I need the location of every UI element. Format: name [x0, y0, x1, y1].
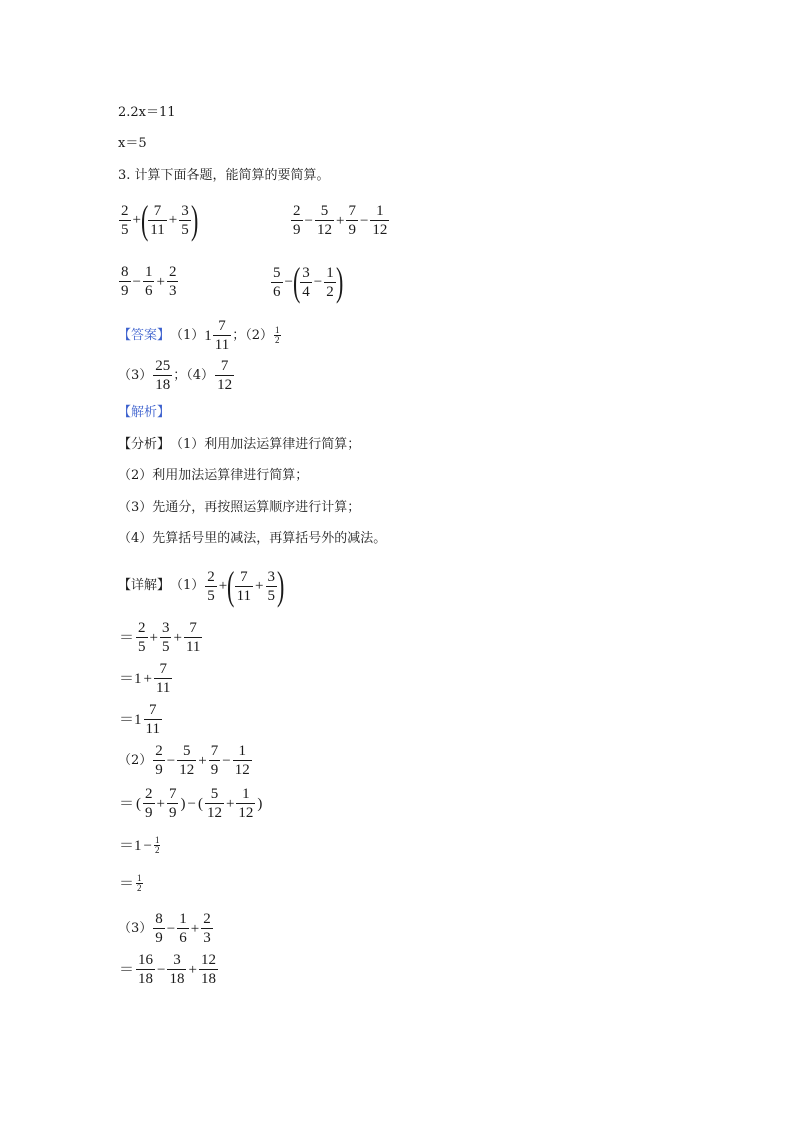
math-operator: − — [157, 961, 166, 978]
text-fragment: 2 — [207, 568, 215, 585]
text-fragment: （1） — [170, 578, 205, 593]
text-fragment: （1）利用加法运算律进行简算； — [170, 437, 361, 452]
fraction — [213, 318, 231, 353]
text-fragment: 2 — [275, 335, 280, 345]
math-operator: ( — [197, 795, 203, 812]
text-fragment: 7 — [348, 203, 356, 219]
text-fragment: （1） — [170, 327, 205, 343]
math-operator: + — [190, 920, 200, 937]
math-operator: − — [304, 212, 313, 229]
problem-4 — [270, 259, 344, 304]
text-fragment: 12 — [179, 762, 195, 778]
text-fragment: 18 — [138, 971, 154, 987]
fraction — [167, 952, 186, 987]
math-operator: + — [335, 212, 345, 229]
text-fragment: 3 — [203, 930, 211, 946]
math-operator: − — [143, 837, 152, 854]
text-fragment: 7 — [168, 786, 177, 802]
math-operator: ) — [335, 259, 344, 304]
detail-3-header — [118, 911, 214, 946]
fraction — [167, 264, 179, 299]
text-fragment: 6 — [144, 283, 153, 299]
text-fragment: 12 — [372, 222, 388, 238]
text-fragment: 8 — [121, 264, 129, 280]
problem-3 — [118, 264, 179, 299]
math-operator: ) — [190, 197, 199, 242]
answer-line-2 — [118, 358, 235, 393]
question-3-title: 3. 计算下面各题，能简算的要简算。 — [118, 168, 330, 183]
text-fragment: 12 — [234, 762, 250, 778]
text-fragment: 5 — [181, 221, 189, 238]
fraction — [184, 620, 202, 655]
text-fragment: 3 — [161, 620, 170, 636]
analysis-line-4: （4）先算括号里的减法，再算括号外的减法。 — [118, 531, 387, 546]
fraction — [154, 661, 172, 696]
text-fragment: 1 — [154, 835, 160, 845]
fraction — [324, 265, 336, 300]
text-fragment — [204, 318, 232, 353]
text-fragment: 3 — [181, 202, 189, 219]
math-operator: + — [156, 795, 165, 812]
detail-2-step-3 — [118, 874, 144, 893]
text-fragment: 2 — [121, 202, 129, 219]
detail-2-step-1 — [118, 786, 263, 821]
fraction — [235, 569, 253, 604]
math-operator: ＝ — [119, 795, 135, 812]
fraction — [315, 203, 334, 238]
math-operator: − — [166, 752, 176, 769]
math-operator: + — [188, 961, 197, 978]
fraction — [153, 911, 165, 946]
text-fragment: 7 — [148, 702, 157, 718]
text-fragment: 1 — [238, 743, 246, 759]
text-fragment: 3 — [168, 283, 177, 299]
fraction — [215, 358, 234, 393]
math-operator: + — [143, 670, 152, 687]
text-fragment: 2 — [293, 203, 301, 219]
fraction — [136, 874, 143, 893]
text-fragment: 1 — [376, 203, 384, 219]
fraction — [144, 702, 162, 737]
text-fragment: 9 — [210, 762, 219, 778]
text-fragment: 1 — [137, 873, 142, 883]
detail-2-step-2 — [118, 836, 161, 855]
text-fragment: 9 — [293, 222, 301, 238]
math-operator: + — [132, 212, 141, 228]
text-fragment: 12 — [238, 805, 254, 821]
math-operator: + — [218, 578, 228, 594]
equation-line-1: 2.2x＝11 — [118, 105, 176, 120]
text-fragment: 2 — [155, 743, 163, 759]
fraction — [209, 743, 221, 778]
fraction — [143, 786, 155, 821]
text-fragment: 【分析】 — [118, 437, 171, 452]
text-fragment: 1 — [242, 786, 250, 802]
math-operator: − — [222, 752, 231, 769]
math-operator: − — [187, 795, 196, 812]
detail-1-step-3 — [118, 702, 163, 737]
text-fragment: 9 — [155, 930, 163, 946]
text-fragment: 1 — [144, 264, 153, 280]
equation-line-2: x＝5 — [118, 136, 147, 151]
fraction — [177, 743, 196, 778]
text-fragment: ；（2） — [232, 327, 274, 343]
fraction — [205, 569, 217, 604]
text-fragment: 11 — [185, 639, 201, 655]
text-fragment: （3） — [118, 367, 153, 383]
text-fragment: 11 — [236, 587, 252, 604]
math-operator: ) — [257, 795, 263, 812]
fraction — [153, 358, 172, 393]
math-operator: ＝ — [119, 875, 135, 892]
text-fragment: 5 — [138, 639, 146, 655]
text-fragment: 5 — [320, 203, 329, 219]
problem-1 — [118, 197, 199, 242]
math-operator: ( — [136, 795, 142, 812]
text-fragment: 【详解】 — [118, 578, 171, 593]
text-fragment: 7 — [159, 661, 167, 677]
math-operator: + — [149, 629, 158, 646]
fraction — [177, 911, 189, 946]
text-fragment: 12 — [316, 222, 332, 238]
math-operator: + — [168, 212, 178, 228]
detail-1-step-1 — [118, 620, 203, 655]
text-fragment: 8 — [155, 911, 163, 927]
fraction — [201, 911, 213, 946]
text-fragment: 18 — [200, 971, 216, 987]
answer-tag: 【答案】 — [118, 327, 171, 343]
fraction — [300, 265, 312, 300]
text-fragment: 7 — [153, 202, 162, 219]
text-fragment: 5 — [121, 221, 129, 238]
fraction — [179, 203, 191, 238]
math-operator: + — [255, 578, 264, 594]
text-fragment: 3 — [267, 568, 276, 585]
math-operator: ) — [277, 563, 285, 608]
fraction — [233, 743, 252, 778]
fraction — [236, 786, 255, 821]
fraction — [153, 743, 165, 778]
problem-2 — [290, 203, 390, 238]
text-fragment: ；（4） — [173, 367, 215, 383]
math-operator: ＝ — [119, 961, 135, 978]
text-fragment: 16 — [138, 952, 154, 968]
text-fragment: （2） — [118, 752, 153, 768]
math-operator: − — [284, 274, 293, 290]
text-fragment: 7 — [220, 358, 229, 374]
text-fragment: （3） — [118, 920, 153, 936]
text-fragment: 5 — [161, 639, 170, 655]
text-fragment: 7 — [210, 743, 219, 759]
math-operator: ＝ — [119, 629, 135, 646]
text-fragment: 3 — [302, 264, 310, 281]
text-fragment: 9 — [168, 805, 177, 821]
text-fragment: 5 — [210, 786, 219, 802]
math-operator: + — [173, 629, 182, 646]
text-fragment: 12 — [206, 805, 222, 821]
math-operator: − — [313, 274, 323, 290]
answer-line-1 — [118, 318, 282, 353]
fraction — [271, 265, 283, 300]
text-fragment: 9 — [348, 222, 356, 238]
text-fragment: 2 — [154, 845, 160, 855]
detail-2-header — [118, 743, 253, 778]
fraction — [119, 203, 131, 238]
text-fragment: 5 — [207, 587, 215, 604]
math-operator: ( — [227, 563, 235, 608]
text-fragment: 11 — [214, 337, 230, 353]
math-operator: ＝1 — [119, 837, 142, 854]
math-operator: + — [198, 752, 207, 769]
detail-1-header — [118, 563, 285, 608]
math-operator: + — [225, 795, 235, 812]
text-fragment: 4 — [302, 283, 310, 300]
fraction — [167, 786, 179, 821]
text-fragment: 2 — [145, 786, 153, 802]
fraction — [154, 836, 161, 855]
text-fragment: 25 — [155, 358, 171, 374]
text-fragment: 18 — [169, 971, 185, 987]
text-fragment: 2 — [137, 883, 142, 893]
math-operator: + — [156, 273, 165, 290]
text-fragment: 1 — [326, 264, 334, 281]
math-operator: ＝1 — [119, 711, 142, 728]
text-fragment: 2 — [326, 283, 334, 300]
fraction — [346, 203, 358, 238]
fraction — [136, 952, 155, 987]
fraction — [274, 326, 281, 345]
analysis-line-2: （2）利用加法运算律进行简算； — [118, 468, 309, 483]
text-fragment: 12 — [200, 952, 216, 968]
math-operator: − — [359, 212, 369, 229]
math-operator: ＝1 — [119, 670, 142, 687]
text-fragment: 6 — [179, 930, 187, 946]
fraction — [291, 203, 303, 238]
text-fragment: 7 — [189, 620, 197, 636]
text-fragment: 11 — [155, 680, 171, 696]
math-operator: − — [132, 273, 141, 290]
text-fragment: 11 — [150, 221, 165, 238]
text-fragment: 7 — [240, 568, 248, 585]
fraction — [143, 264, 155, 299]
detail-1-step-2 — [118, 661, 173, 696]
fraction — [266, 569, 278, 604]
math-operator: ) — [180, 795, 186, 812]
fraction — [148, 203, 166, 238]
analysis-line-3: （3）先通分，再按照运算顺序进行计算； — [118, 500, 361, 515]
text-fragment: 9 — [121, 283, 129, 299]
math-operator: ( — [292, 259, 301, 304]
fraction — [370, 203, 389, 238]
text-fragment: 1 — [179, 911, 187, 927]
detail-3-step-1 — [118, 952, 219, 987]
text-fragment: 1 — [275, 325, 280, 335]
text-fragment: 5 — [273, 264, 281, 281]
text-fragment: 2 — [138, 620, 146, 636]
fraction — [205, 786, 224, 821]
text-fragment: 5 — [183, 743, 191, 759]
analysis-line-1 — [118, 437, 360, 453]
text-fragment: 5 — [267, 587, 276, 604]
text-fragment: 3 — [173, 952, 181, 968]
math-operator: ( — [140, 197, 149, 242]
text-fragment: 7 — [218, 318, 226, 334]
text-fragment: 9 — [155, 762, 163, 778]
math-operator: − — [166, 920, 176, 937]
text-fragment: 11 — [145, 721, 160, 737]
text-fragment: 12 — [217, 377, 233, 393]
text-fragment: 2 — [203, 911, 211, 927]
text-fragment: 9 — [145, 805, 153, 821]
analysis-tag: 【解析】 — [118, 405, 171, 420]
fraction — [160, 620, 172, 655]
text-fragment: 18 — [155, 377, 171, 393]
text-fragment: 1 — [204, 327, 212, 344]
fraction — [119, 264, 131, 299]
text-fragment: 6 — [273, 283, 281, 300]
text-fragment: 2 — [168, 264, 177, 280]
fraction — [136, 620, 148, 655]
fraction — [199, 952, 218, 987]
